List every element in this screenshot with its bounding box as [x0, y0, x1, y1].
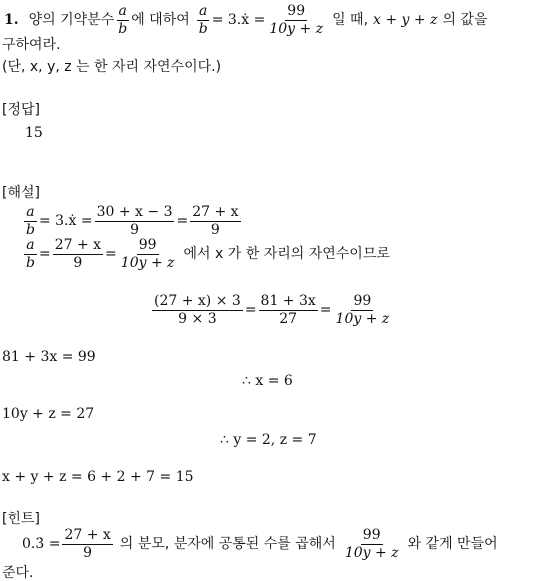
fraction-81-3x-over-27	[259, 294, 318, 326]
fraction-denominator: b	[26, 221, 35, 238]
answer-value: 15	[25, 125, 43, 141]
fraction-denominator: 10y + z	[335, 310, 390, 327]
centered-equation	[150, 290, 393, 330]
fraction-numerator: 99	[353, 292, 372, 309]
fraction-denominator: 27	[279, 310, 298, 327]
hint-line-1	[22, 526, 498, 562]
fraction-27-x-over-9	[53, 238, 103, 270]
equals-sign: =	[105, 246, 117, 262]
fraction-numerator: 99	[362, 526, 381, 543]
equation-81-3x: 81 + 3x = 99	[2, 349, 96, 365]
fraction-numerator: 81 + 3x	[260, 292, 316, 309]
equation-sum: x + y + z = 6 + 2 + 7 = 15	[2, 469, 194, 485]
problem-text-mid2: 일 때,	[332, 12, 369, 28]
fraction-denominator: 9	[73, 254, 83, 271]
fraction-numerator: 99	[287, 2, 306, 19]
fraction-99-over-10y-z	[334, 294, 392, 326]
fraction-99-over-10y-z	[343, 528, 401, 560]
fraction-denominator: b	[26, 254, 35, 271]
result-y-z: ∴ y = 2, z = 7	[220, 432, 317, 448]
problem-line-2: 구하여라.	[2, 37, 61, 53]
fraction-99-over-10y-z	[119, 238, 177, 270]
fraction-numerator: 30 + x − 3	[96, 203, 173, 220]
equation-10y-z: 10y + z = 27	[2, 406, 95, 422]
fraction-numerator: 27 + x	[64, 526, 111, 543]
fraction-numerator: 27 + x	[54, 236, 102, 253]
equation-rhs: = 3.ẋ =	[211, 12, 266, 28]
problem-text-mid1: 에 대하여	[131, 12, 190, 28]
equals-sign: =	[319, 302, 332, 318]
hint-label: [힌트]	[2, 511, 40, 527]
fraction-numerator: 27 + x	[192, 203, 239, 220]
fraction-numerator: a	[199, 2, 208, 19]
problem-number: 1.	[4, 12, 19, 28]
fraction-denominator: b	[198, 20, 208, 37]
problem-text-end: 의 값을	[442, 12, 488, 28]
fraction-30-x-3-over-9	[95, 205, 175, 237]
fraction-a-over-b-2	[197, 4, 210, 36]
problem-text-start: 양의 기약분수	[28, 12, 115, 28]
hint-line-2: 준다.	[2, 565, 34, 581]
solution-step-2-text: 에서 x 가 한 자리의 자연수이므로	[183, 246, 390, 262]
fraction-denominator: 9	[83, 544, 93, 561]
fraction-27-x-times-3-over-9-times-3	[152, 294, 243, 326]
fraction-numerator: a	[118, 2, 127, 19]
problem-line-1	[4, 4, 488, 36]
solution-label: [해설]	[2, 185, 40, 201]
hint-decimal: 0.3̇ =	[22, 536, 61, 552]
fraction-denominator: 9	[130, 221, 139, 238]
fraction-numerator: 99	[138, 236, 157, 253]
problem-condition: (단, x, y, z 는 한 자리 자연수이다.)	[2, 59, 222, 75]
answer-label: [정답]	[2, 102, 40, 118]
fraction-numerator: a	[26, 236, 35, 253]
fraction-denominator: b	[118, 20, 128, 37]
sum-expression: x + y + z	[373, 12, 438, 28]
solution-step-2	[22, 236, 390, 272]
fraction-27-x-over-9	[190, 205, 240, 237]
fraction-denominator: 9	[210, 221, 220, 238]
equals-sign: = 3.ẋ =	[38, 213, 93, 229]
fraction-denominator: 10y + z	[120, 254, 175, 271]
solution-step-1	[22, 203, 243, 239]
fraction-a-over-b	[24, 205, 37, 237]
fraction-denominator: 9 × 3	[178, 310, 217, 327]
fraction-27-x-over-9	[62, 528, 112, 560]
fraction-a-over-b	[24, 238, 37, 270]
hint-text-mid: 의 분모, 분자에 공통된 수를 곱해서	[119, 536, 336, 552]
fraction-denominator: 10y + z	[344, 544, 399, 561]
equals-sign: =	[38, 246, 51, 262]
equals-sign: =	[176, 213, 189, 229]
fraction-numerator: a	[26, 203, 35, 220]
fraction-denominator: 10y + z	[269, 20, 324, 37]
hint-text-end: 와 같게 만들어	[407, 536, 498, 552]
result-x: ∴ x = 6	[242, 373, 293, 389]
fraction-a-over-b	[116, 4, 129, 36]
fraction-99-over-10y-z	[267, 4, 325, 36]
fraction-numerator: (27 + x) × 3	[154, 292, 241, 309]
equals-sign: =	[244, 302, 257, 318]
